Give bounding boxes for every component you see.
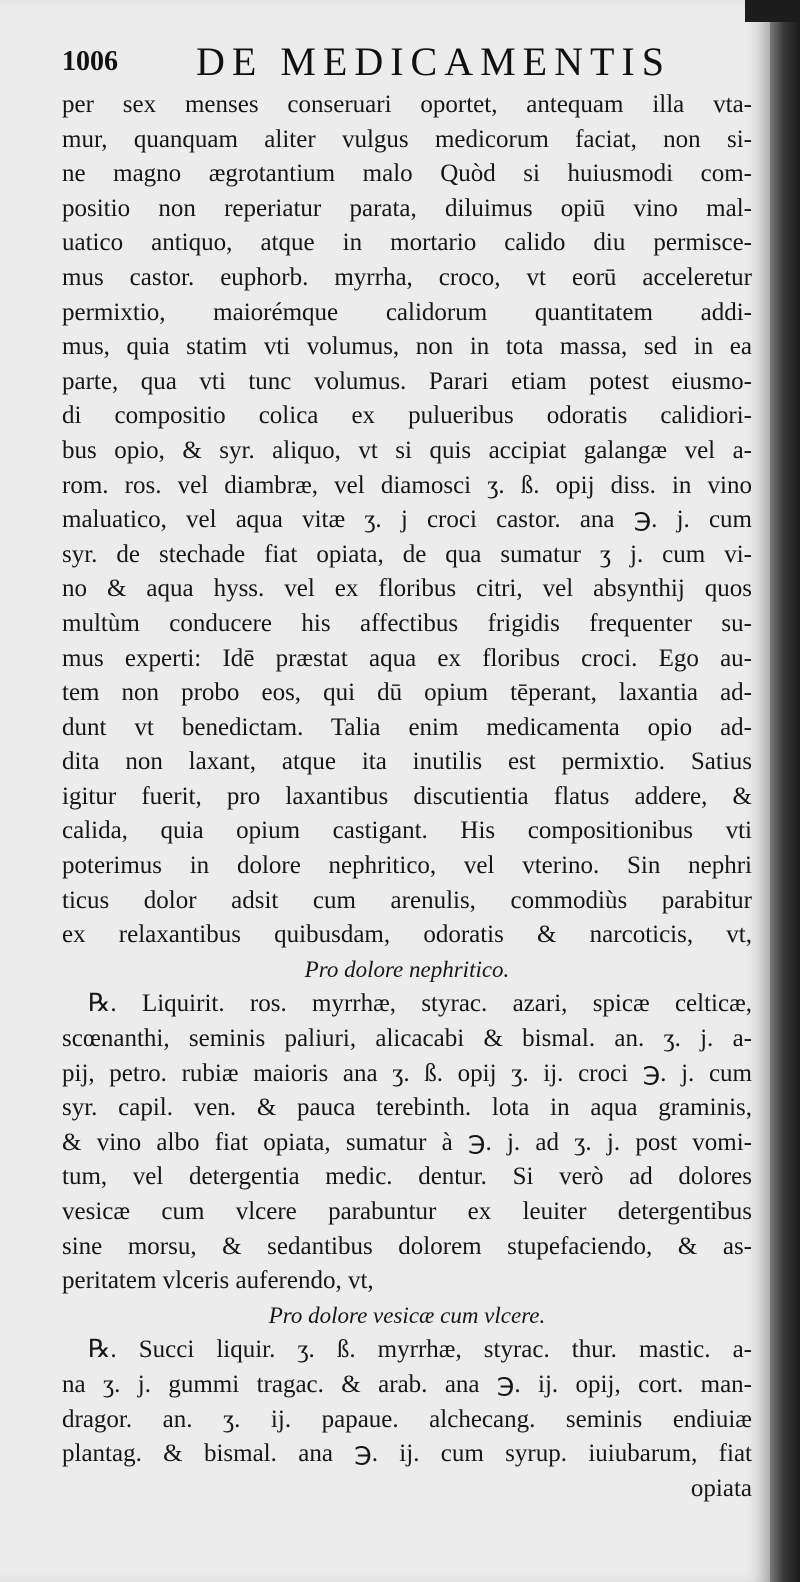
text-line: ex relaxantibus quibusdam, odoratis & narcoticis, vt, [62,921,752,949]
text-line: calida, quia opium castigant. His compositionibus vti [62,817,752,845]
text-line: scœnanthi, seminis paliuri, alicacabi & bismal. an. ʒ. j. a- [62,1025,752,1053]
text-line: maluatico, vel aqua vitæ ʒ. j croci castor. ana ℈. j. cum [62,506,752,534]
text-line: tem non probo eos, qui dū opium tēperant, laxantia ad- [62,679,752,707]
recipe-subheading: Pro dolore vesicæ cum vlcere. [268,1302,546,1328]
recipe-subheading: Pro dolore nephritico. [304,956,510,982]
text-line: & vino albo fiat opiata, sumatur à ℈. j. ad ʒ. j. post vomi- [62,1128,752,1156]
text-line: ℞. Succi liquir. ʒ. ß. myrrhæ, styrac. thur. mastic. a- [88,1336,752,1364]
text-line: igitur fuerit, pro laxantibus discutientia flatus addere, & [62,782,752,810]
running-title: DE MEDICAMENTIS [196,39,671,84]
text-line: pij, petro. rubiæ maioris ana ʒ. ß. opij ʒ. ij. croci ℈. j. cum [62,1059,752,1087]
text-line: di compositio colica ex pulueribus odoratis calidiori- [62,402,752,430]
text-line: syr. capil. ven. & pauca terebinth. lota in aqua graminis, [62,1094,752,1122]
body-text [62,88,752,1506]
text-line: peritatem vlceris auferendo, vt, [62,1267,374,1295]
book-spine-shadow [770,0,800,1582]
text-line: dunt vt benedictam. Talia enim medicamenta opio ad- [62,713,752,741]
text-line: no & aqua hyss. vel ex floribus citri, vel absynthij quos [62,575,752,603]
text-line: multùm conducere his affectibus frigidis frequenter su- [62,609,752,637]
text-line: dita non laxant, atque ita inutilis est permixtio. Satius [62,748,752,776]
text-line: bus opio, & syr. aliquo, vt si quis accipiat galangæ vel a- [62,436,752,464]
text-line: uatico antiquo, atque in mortario calido diu permisce- [62,229,752,257]
text-line: ticus dolor adsit cum arenulis, commodiùs parabitur [62,886,752,914]
text-line: dragor. an. ʒ. ij. papaue. alchecang. seminis endiuiæ [62,1405,752,1433]
text-line: permixtio, maiorémque calidorum quantitatem addi- [62,298,752,326]
page-header [62,38,752,88]
text-line: per sex menses conseruari oportet, antequam illa vta- [62,91,752,118]
text-line: mus castor. euphorb. myrrha, croco, vt eorū acceleretur [62,263,752,291]
text-line: tum, vel detergentia medic. dentur. Si verò ad dolores [62,1163,752,1191]
text-line: rom. ros. vel diambræ, vel diamosci ʒ. ß. opij diss. in vino [62,471,752,499]
text-line: opiata [690,1474,752,1502]
text-line: parte, qua vti tunc volumus. Parari etiam potest eiusmo- [62,367,752,395]
text-line: ne magno ægrotantium malo Quòd si huiusmodi com- [62,160,752,188]
text-line: mur, quanquam aliter vulgus medicorum faciat, non si- [62,125,752,153]
text-line: mus, quia statim vti volumus, non in tota massa, sed in ea [62,333,752,361]
text-line: mus experti: Idē præstat aqua ex floribus croci. Ego au- [62,644,752,672]
text-line: vesicæ cum vlcere parabuntur ex leuiter detergentibus [62,1198,752,1225]
text-line: ℞. Liquirit. ros. myrrhæ, styrac. azari, spicæ celticæ, [88,990,752,1018]
page-number: 1006 [62,46,118,77]
text-line: syr. de stechade fiat opiata, de qua sumatur ʒ j. cum vi- [62,540,752,568]
text-line: na ʒ. j. gummi tragac. & arab. ana ℈. ij. opij, cort. man- [62,1370,752,1398]
text-line: poterimus in dolore nephritico, vel vterino. Sin nephri [62,852,752,880]
page-edge-dark [745,0,800,22]
text-line: positio non reperiatur parata, diluimus opiū vino mal- [62,194,752,222]
text-line: sine morsu, & sedantibus dolorem stupefaciendo, & as- [62,1232,752,1260]
text-line: plantag. & bismal. ana ℈. ij. cum syrup. iuiubarum, fiat [62,1440,752,1468]
